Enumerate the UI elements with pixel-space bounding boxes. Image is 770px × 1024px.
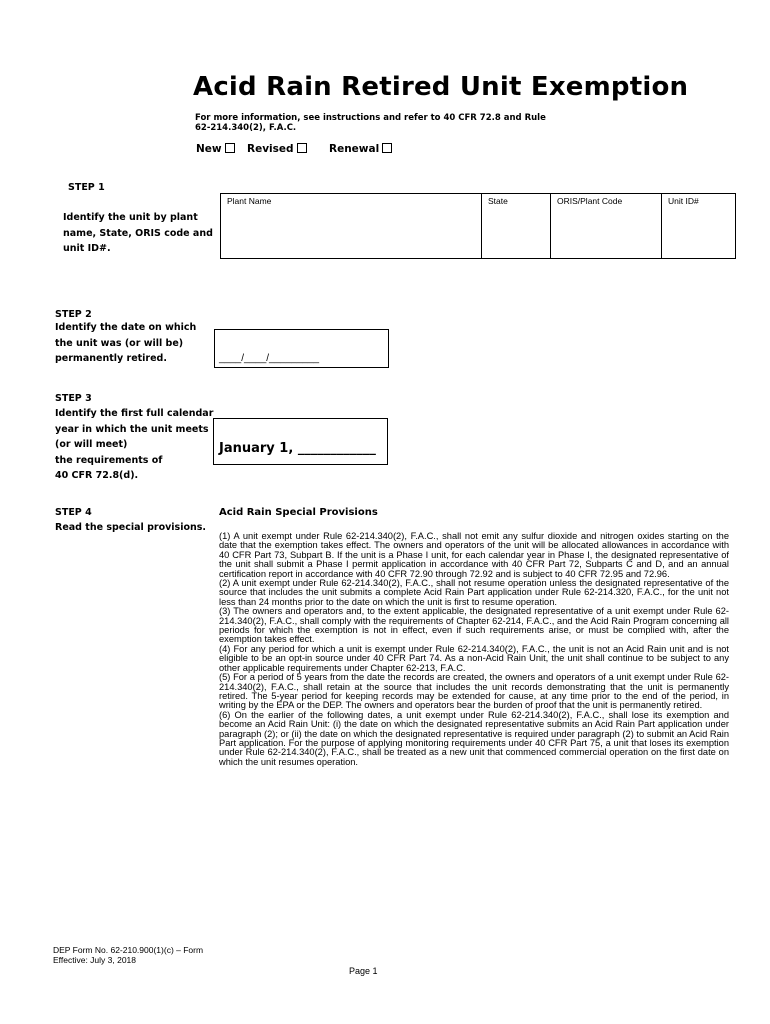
oris-code-field[interactable] — [551, 194, 662, 259]
plant-name-field[interactable] — [221, 194, 482, 259]
revised-checkbox[interactable] — [297, 143, 307, 153]
retirement-date-placeholder: ____/____/_________ — [219, 353, 320, 364]
provision-item: (6) On the earlier of the following dates, a unit exempt under Rule 62-214.340(2), F.A.C., shall lose its exemption and become an Acid Rain Unit: (i) the date on which the designated representative submits an Acid Rain Part application under paragraph (2); or (ii) the date on which the designated representative is required under paragraph (2) to submit an Acid Rain Part application. For the purpose of applying monitoring requirements under 40 CFR Part 75, a unit that loses its exemption under Rule 62-214.340(2), F.A.C., shall be treated as a new unit that commenced commercial operation on the first date on which the unit resumes operation. — [219, 709, 729, 767]
new-option[interactable] — [196, 143, 235, 155]
step3-line: 40 CFR 72.8(d). — [55, 470, 139, 481]
unit-id-field[interactable] — [662, 194, 736, 259]
step1-heading: STEP 1 — [68, 182, 105, 193]
step3-line: Identify the first full calendar — [55, 408, 214, 419]
revised-label: Revised — [247, 143, 294, 155]
step1-text: Identify the unit by plant name, State, ORIS code and unit ID#. — [63, 212, 213, 254]
step4-text: Read the special provisions. — [55, 522, 207, 533]
special-provisions — [219, 532, 729, 767]
step3-text — [55, 406, 215, 484]
form-footer — [53, 946, 203, 965]
info-text: For more information, see instructions and refer to 40 CFR 72.8 and Rule 62-214.340(2), F.A.C. — [195, 113, 546, 133]
step3-line: year in which the unit meets — [55, 423, 209, 435]
step2-heading: STEP 2 — [55, 309, 92, 320]
renewal-checkbox[interactable] — [382, 143, 392, 153]
effective-date: Effective: July 3, 2018 — [53, 954, 137, 965]
new-label: New — [196, 143, 222, 155]
provision-item: (3) The owners and operators and, to the extent applicable, the designated representative of a unit exempt under Rule 62-214.340(2), F.A.C., shall comply with the requirements of Chapter 62-214, F.A.C., and the Acid Rain Program concerning all periods for which the exemption is not in effect, even if such requirements arise, or must be complied with, after the exemption takes effect. — [219, 606, 729, 645]
unit-table — [220, 193, 736, 259]
page-title: Acid Rain Retired Unit Exemption — [193, 72, 689, 102]
provision-item: (1) A unit exempt under Rule 62-214.340(2), F.A.C., shall not emit any sulfur dioxide and nitrogen oxides starting on the date that the exemption takes effect. The owners and operators of the unit will be allocated allowances in accordance with 40 CFR Part 73, Subpart B. If the unit is a Phase I unit, for each calendar year in Phase I, the designated representative of the unit shall submit a Phase I permit application in accordance with 40 CFR Part 72, Subparts C and D, and an annual certification report in accordance with 40 CFR 72.90 through 72.92 and is subject to 40 CFR 72.95 and 72.96. — [219, 531, 729, 579]
renewal-label: Renewal — [329, 143, 380, 155]
step3-line: (or will meet) — [55, 439, 128, 450]
oris-code-label: ORIS/Plant Code — [557, 196, 623, 206]
state-field[interactable] — [482, 194, 551, 259]
provision-item: (4) For any period for which a unit is exempt under Rule 62-214.340(2), F.A.C., the unit is not an Acid Rain unit and is not eligible to be an opt-in source under 40 CFR Part 74. As a non-Acid Rain Unit, the unit shall continue to be subject to any other applicable requirements under Chapter 62-213, F.A.C. — [219, 643, 729, 673]
new-checkbox[interactable] — [225, 143, 235, 153]
revised-option[interactable] — [247, 143, 307, 155]
step4-heading: STEP 4 — [55, 507, 92, 518]
provisions-title: Acid Rain Special Provisions — [219, 507, 378, 518]
form-number: DEP Form No. 62-210.900(1)(c) – Form — [53, 945, 204, 955]
provision-item: (2) A unit exempt under Rule 62-214.340(2), F.A.C., shall not resume operation unless the designated representative of the source that includes the unit submits a complete Acid Rain Part application under Rule 62-214.320, F.A.C., for the unit not less than 24 months prior to the date on which the unit is first to resume operation. — [219, 578, 729, 607]
compliance-year-text: January 1, ____________ — [219, 441, 376, 456]
step2-text: Identify the date on which the unit was (or will be) permanently retired. — [55, 322, 197, 364]
state-label: State — [488, 196, 508, 206]
plant-name-label: Plant Name — [227, 196, 272, 206]
renewal-option[interactable] — [329, 143, 392, 155]
step3-line: the requirements of — [55, 454, 163, 466]
unit-id-label: Unit ID# — [668, 196, 699, 206]
step3-heading: STEP 3 — [55, 393, 92, 404]
page-number: Page 1 — [349, 966, 378, 976]
provision-item: (5) For a period of 5 years from the date the records are created, the owners and operators of a unit exempt under Rule 62-214.340(2), F.A.C., shall retain at the source that includes the unit records demonstrating that the unit is permanently retired. The 5-year period for keeping records may be extended for cause, at any time prior to the end of the period, in writing by the EPA or the DEP. The owners and operators bear the burden of proof that the unit is permanently retired. — [219, 672, 729, 711]
